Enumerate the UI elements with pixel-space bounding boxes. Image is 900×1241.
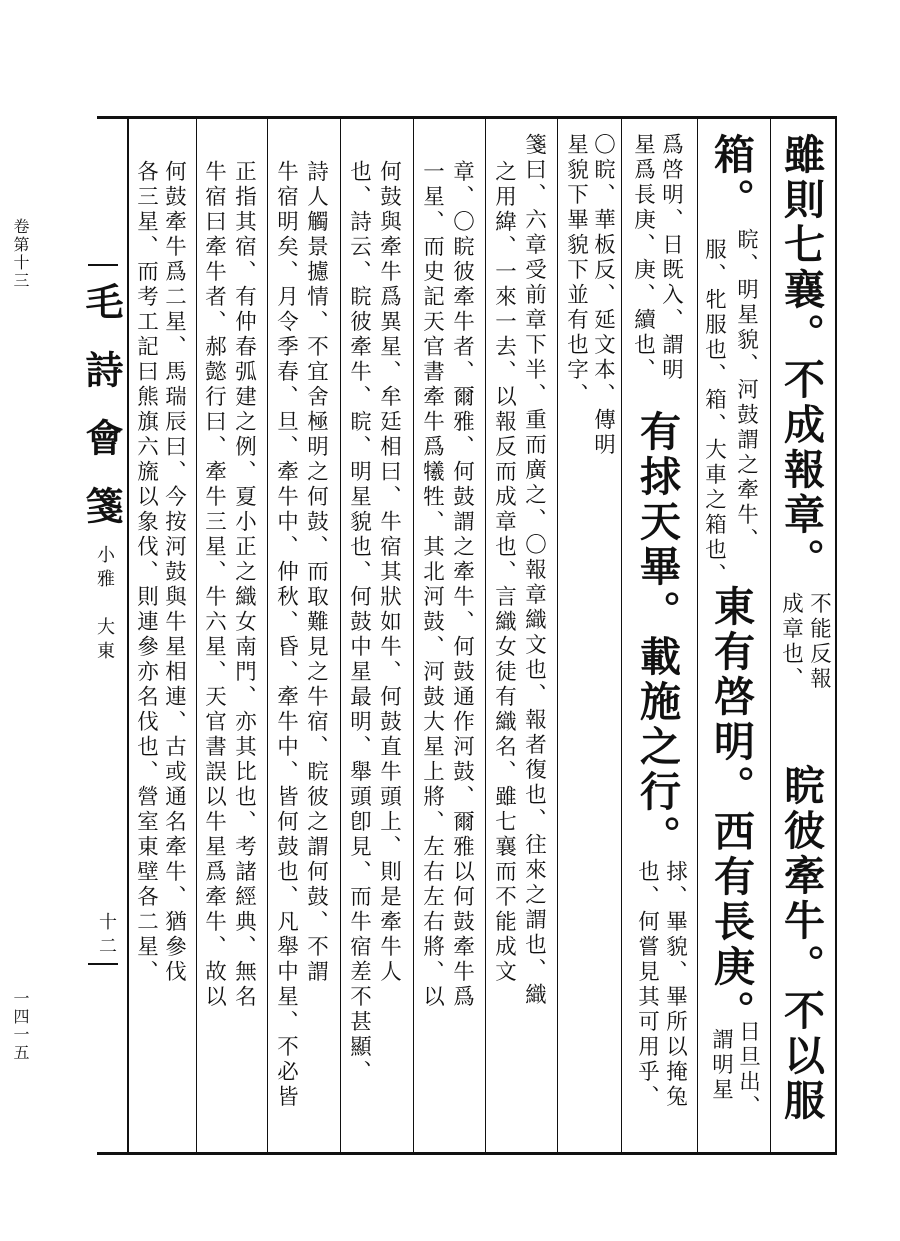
- bottom-rule: [97, 1152, 837, 1155]
- commentary-line: 服、牝服也、箱、大車之箱也、: [701, 238, 727, 588]
- note-line: 不能反報: [806, 592, 832, 692]
- commentary-line: 睆、明星貌、河鼓謂之牽牛、: [733, 228, 759, 553]
- commentary-line: 星爲長庚、庚、續也、: [630, 133, 656, 383]
- note-line: 謂明星: [708, 1028, 734, 1103]
- section-label: 小雅 大東: [94, 545, 115, 665]
- commentary-line: 正指其宿、有仲春弧建之例、夏小正之織女南門、亦其比也、考諸經典、無名: [231, 160, 257, 1010]
- title-top-mark: [88, 264, 118, 266]
- book-title: 毛詩會箋: [79, 282, 124, 554]
- right-frame-rule: [835, 116, 837, 1154]
- column-divider: [267, 118, 268, 1152]
- commentary-line: 一星、而史記天官書牽牛爲犧牲、其北河鼓、河鼓大星上將、左右左右將、以: [419, 160, 445, 1010]
- column-divider: [196, 118, 197, 1152]
- column-divider: [485, 118, 486, 1152]
- classic-text: 箱。: [707, 133, 755, 223]
- classic-text: 睆彼牽牛。不以服: [777, 764, 825, 1124]
- commentary-line: 爲啓明、日既入、謂明: [658, 133, 684, 383]
- leaf-bottom-mark: [88, 963, 118, 965]
- commentary-line: 何鼓牽牛爲二星、馬瑞辰曰、今按河鼓與牛星相連、古或通名牽牛、猶參伐: [161, 160, 187, 985]
- page-number: 一四一五: [11, 990, 30, 1062]
- classic-text: 東有啓明。西有長庚。: [707, 585, 755, 1035]
- column-divider: [557, 118, 558, 1152]
- column-divider: [770, 118, 771, 1152]
- commentary-line: 何鼓與牽牛爲異星、牟廷相曰、牛宿其狀如牛、何鼓直牛頭上、則是牽牛人: [376, 160, 402, 985]
- classic-text: 雖則七襄。不成報章。: [777, 133, 825, 583]
- commentary-line: 星貌下畢貌下並有也字、: [563, 133, 589, 408]
- note-line: 日旦出、: [735, 1020, 761, 1120]
- commentary-line: 牛宿明矣、月令季春、旦、牽牛中、仲秋、昏、牽牛中、皆何鼓也、凡舉中星、不必皆: [273, 160, 299, 1110]
- leaf-number: 十二: [96, 912, 117, 960]
- column-divider: [697, 118, 698, 1152]
- commentary-line: 〇睆、華板反、延文本、傳明: [590, 133, 616, 458]
- left-frame-rule: [127, 116, 129, 1154]
- note-line: 捄、畢貌、畢所以掩兔: [662, 860, 688, 1110]
- volume-label: 卷第十三: [11, 218, 30, 290]
- commentary-line: 牛宿曰牽牛者、郝懿行曰、牽牛三星、牛六星、天官書誤以牛星爲牽牛、故以: [201, 160, 227, 1010]
- classic-text: 有捄天畢。載施之行。: [633, 410, 681, 860]
- column-divider: [340, 118, 341, 1152]
- top-rule: [97, 116, 837, 119]
- commentary-line: 各三星、而考工記曰熊旗六旒以象伐、則連參亦名伐也、營室東壁各二星、: [133, 160, 159, 985]
- commentary-line: 詩人觸景攄情、不宜舍極明之何鼓、而取難見之牛宿、睆彼之謂何鼓、不謂: [303, 160, 329, 985]
- note-line: 成章也、: [778, 592, 804, 692]
- commentary-line: 箋曰、六章受前章下半、重而廣之、〇報章織文也、報者復也、往來之謂也、織: [521, 133, 547, 1008]
- commentary-line: 之用緯、一來一去、以報反而成章也、言織女徒有織名、雖七襄而不能成文: [491, 160, 517, 985]
- commentary-line: 也、詩云、睆彼牽牛、睆、明星貌也、何鼓中星最明、舉頭卽見、而牛宿差不甚顯、: [346, 160, 372, 1085]
- note-line: 也、何嘗見其可用乎、: [634, 860, 660, 1110]
- column-divider: [413, 118, 414, 1152]
- column-divider: [621, 118, 622, 1152]
- commentary-line: 章、〇睆彼牽牛者、爾雅、何鼓謂之牽牛、何鼓通作河鼓、爾雅以何鼓牽牛爲: [449, 160, 475, 1010]
